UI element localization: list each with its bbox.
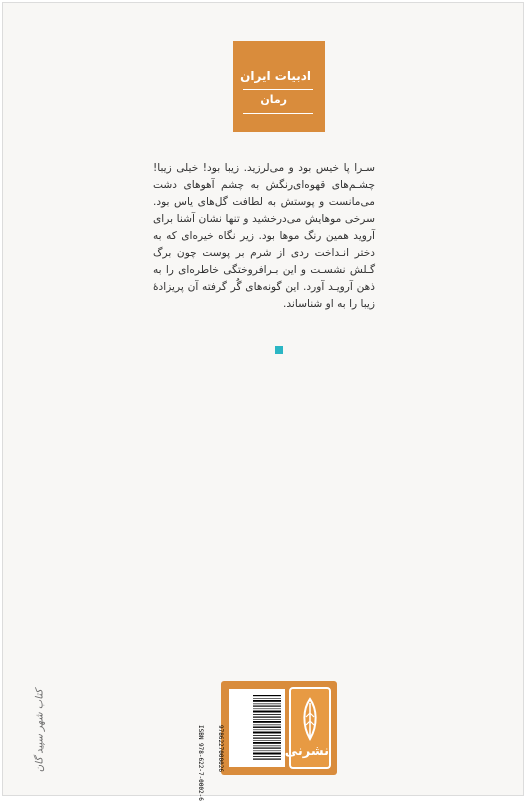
series-divider-top	[243, 89, 313, 90]
nay-reed-logo-icon	[291, 695, 329, 745]
book-back-cover	[2, 2, 524, 801]
series-title: ادبیات ایران	[240, 69, 311, 83]
series-label-box	[233, 41, 325, 132]
series-divider-bottom	[243, 113, 313, 114]
blurb-paragraph: سـرا پا خیس بود و می‌لرزید. زیبا بود! خیلی زیبا! چشـم‌های قهوه‌ای‌رنگش به چشم آهوهای دشت می‌مانست و پوستش به لطافت گل‌های یاس بود. سرخی موهایش می‌درخشید و تنها نشان آشنا برای آروید همین رنگ موها بود. زیر نگاه خیره‌ای که به دختر انـداخت ردی از شرم بر پوست چون برگ گـلش نشسـت و این بـرافروختگی خاطره‌ای را به ذهن آرویـد آورد. این گونه‌های گُر گرفته آن پریزادهٔ زیبا را به او شناساند.	[153, 162, 375, 310]
publisher-block	[197, 681, 337, 801]
barcode-icon	[197, 689, 285, 801]
isbn-digits: 9786227000026	[217, 725, 224, 772]
series-genre: رمان	[260, 93, 287, 106]
barcode-bars	[253, 693, 281, 763]
teal-square-icon	[275, 346, 283, 354]
blurb-text-block	[153, 160, 375, 313]
handwritten-signature: کتاب شهر سپید گان	[34, 688, 46, 773]
isbn-label: ISBN 978-622-7-0002-6	[197, 725, 204, 801]
publisher-name: نشرنی	[284, 744, 329, 759]
publisher-logo	[284, 687, 331, 769]
